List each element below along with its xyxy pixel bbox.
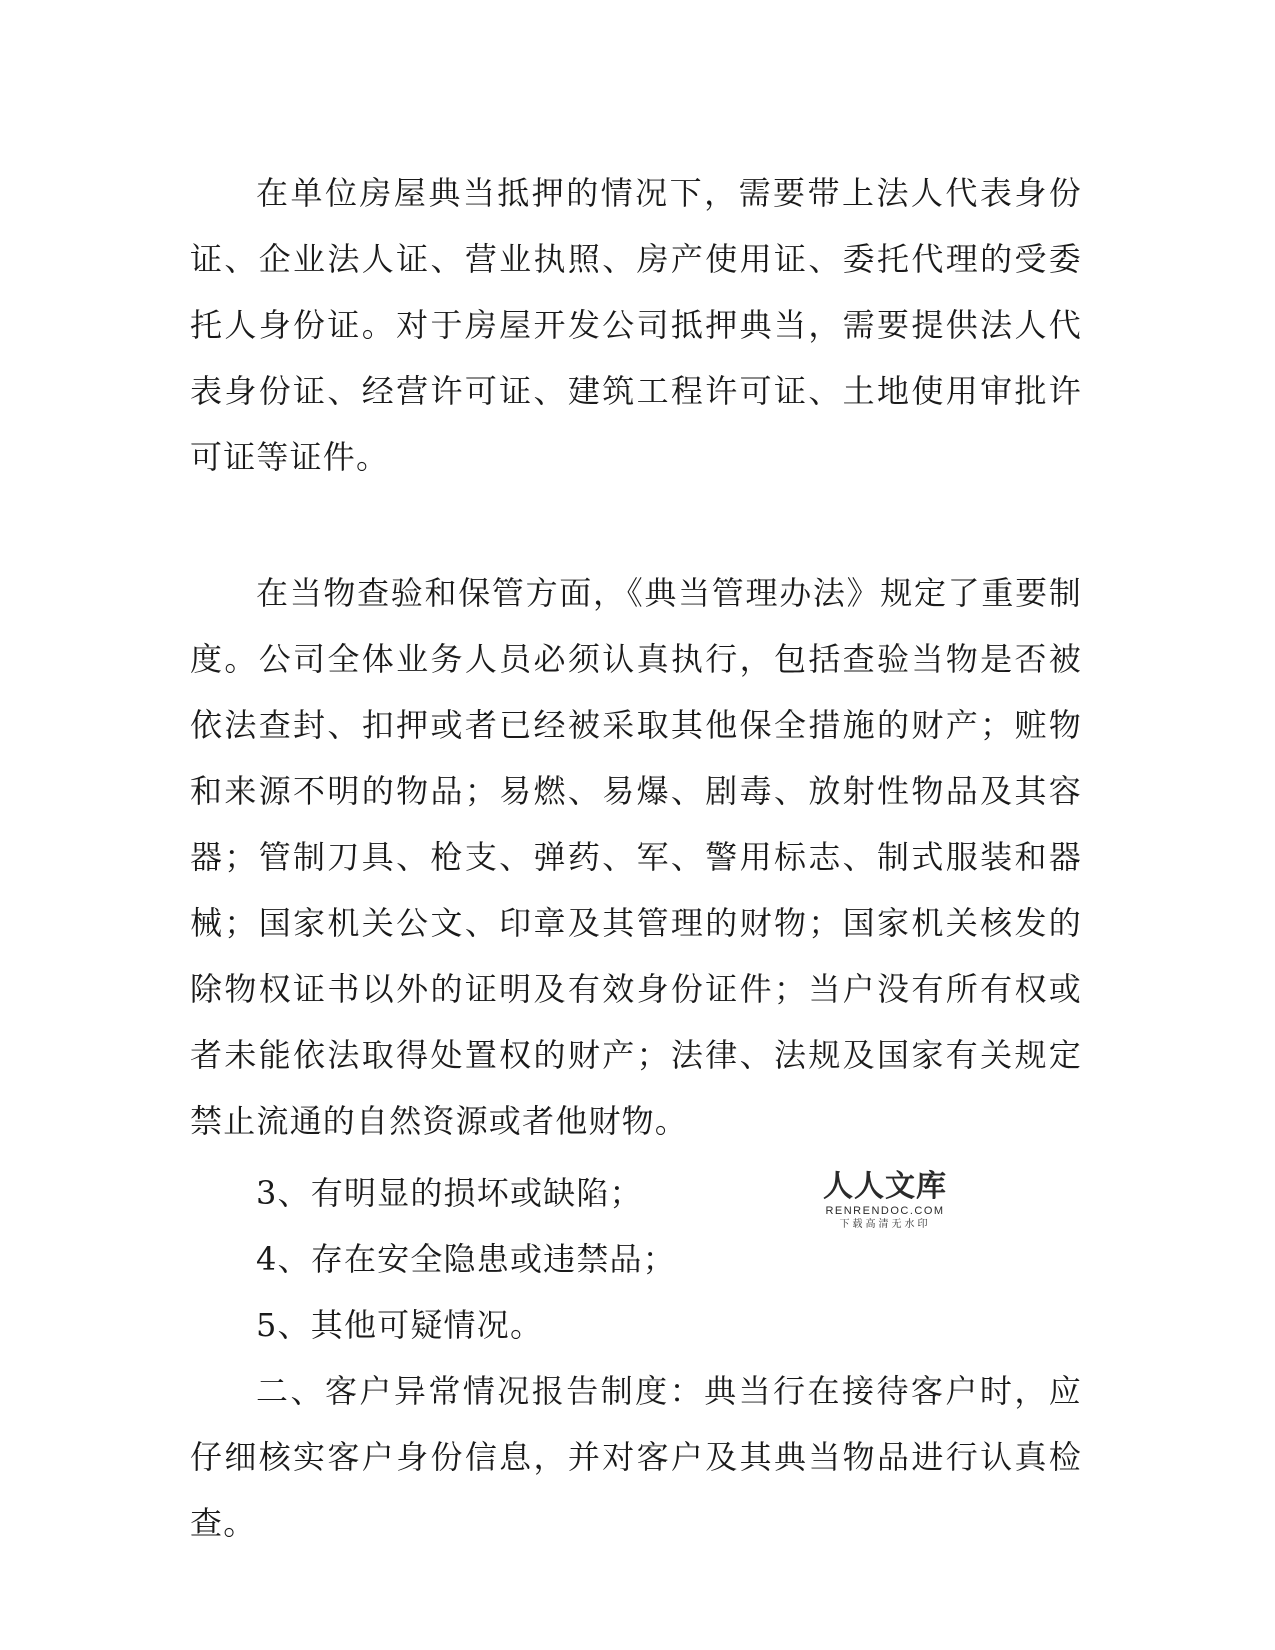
list-item-safety-hazard: 4、存在安全隐患或违禁品； [256, 1240, 676, 1278]
watermark-subtitle: 下载高清无水印 [839, 1219, 931, 1230]
watermark-title: 人人文库 [823, 1169, 947, 1204]
watermark-url: RENRENDOC.COM [825, 1205, 945, 1217]
paragraph-collateral-documents: 在单位房屋典当抵押的情况下，需要带上法人代表身份证、企业法人证、营业执照、房产使用证、委托代理的受委托人身份证。对于房屋开发公司抵押典当，需要提供法人代表身份证、经营许可证、建筑工程许可证、土地使用审批许可证等证件。 [190, 174, 1082, 476]
paragraph-inspection-rules: 在当物查验和保管方面，《典当管理办法》规定了重要制度。公司全体业务人员必须认真执行，包括查验当物是否被依法查封、扣押或者已经被采取其他保全措施的财产；赃物和来源不明的物品；易燃、易爆、剧毒、放射性物品及其容器；管制刀具、枪支、弹药、军、警用标志、制式服装和器械；国家机关公文、印章及其管理的财物；国家机关核发的除物权证书以外的证明及有效身份证件；当户没有所有权或者未能依法取得处置权的财产；法律、法规及国家有关规定禁止流通的自然资源或者他财物。 [190, 574, 1082, 1140]
list-item-damage: 3、有明显的损坏或缺陷； [256, 1174, 643, 1212]
list-item-other-suspicious: 5、其他可疑情况。 [256, 1306, 544, 1344]
watermark-logo [820, 1170, 950, 1231]
paragraph-customer-report: 二、客户异常情况报告制度：典当行在接待客户时，应仔细核实客户身份信息，并对客户及其典当物品进行认真检查。 [190, 1372, 1082, 1542]
